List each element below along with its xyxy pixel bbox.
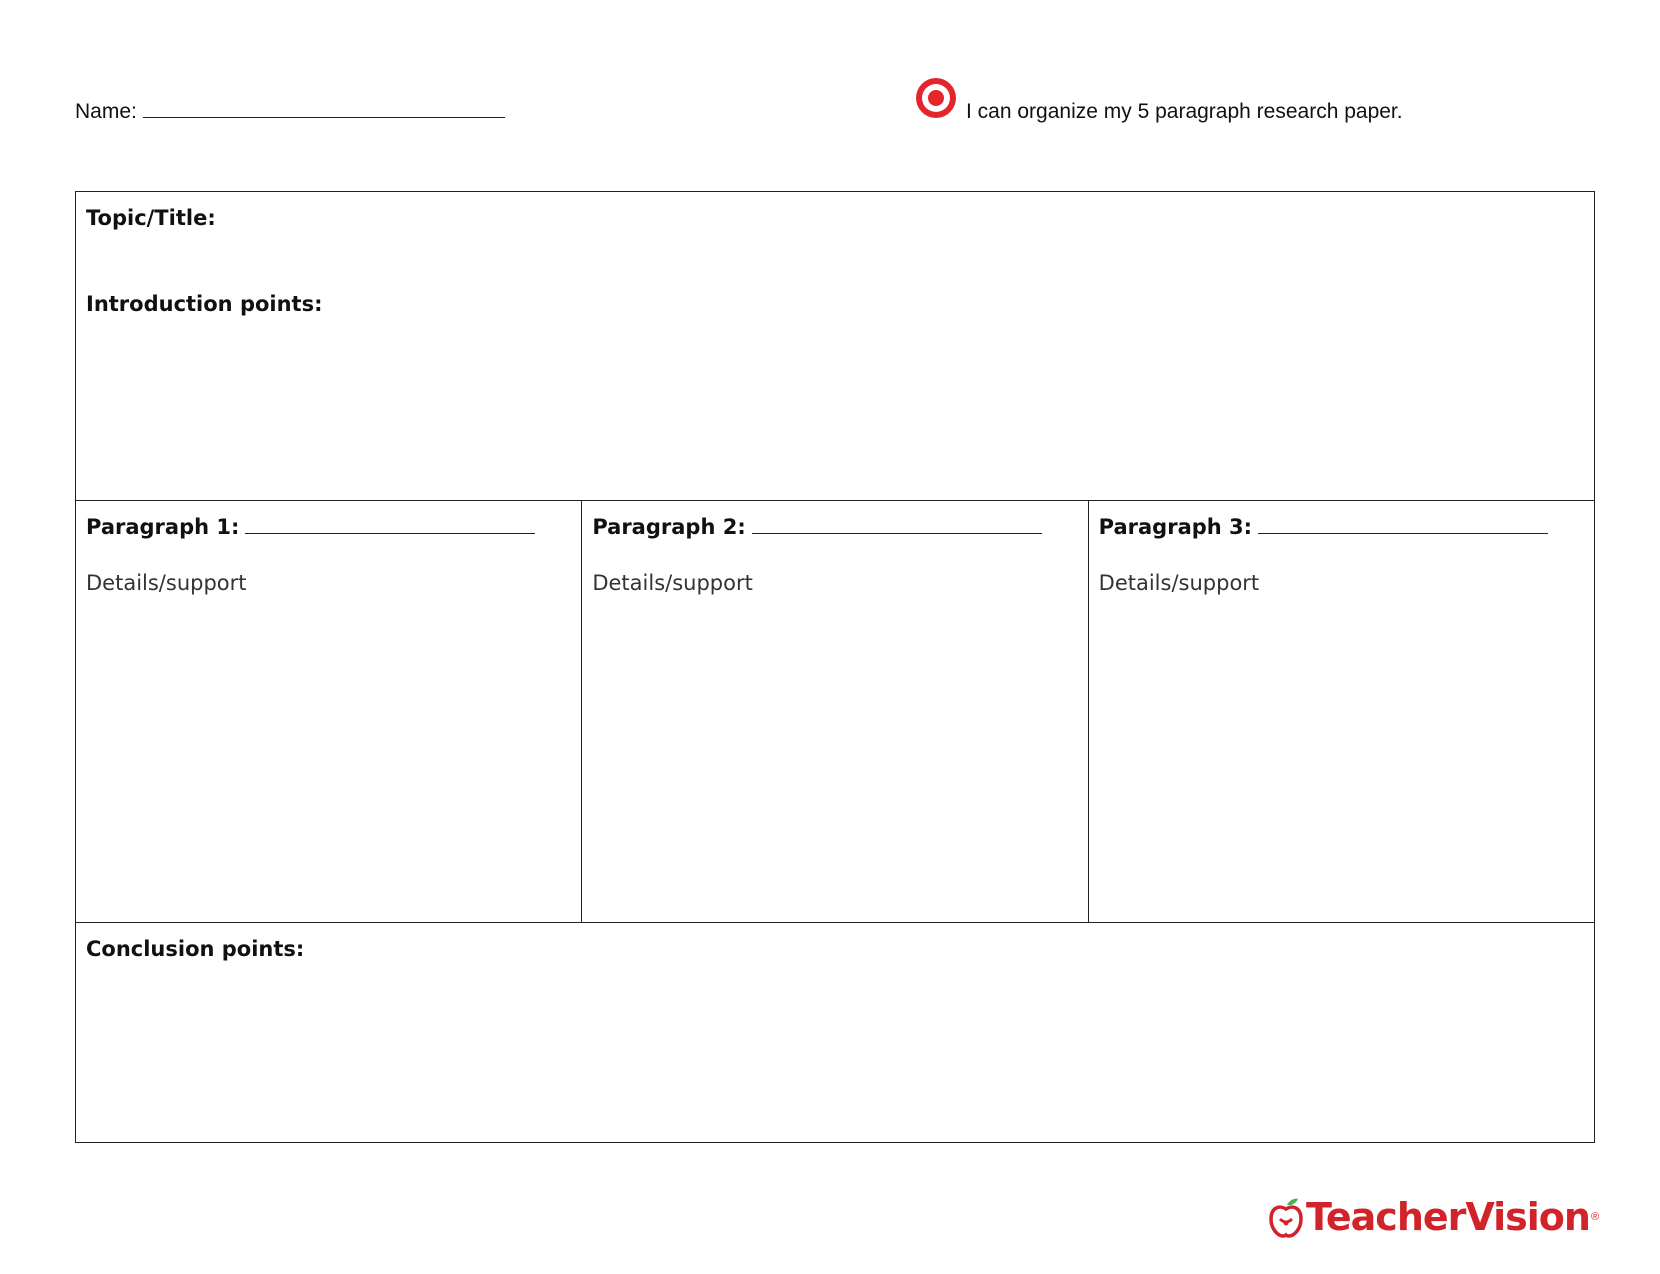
goal-text: I can organize my 5 paragraph research paper.: [966, 100, 1403, 123]
apple-icon: [1268, 1195, 1304, 1239]
paragraph-2-box[interactable]: [581, 501, 1087, 922]
conclusion-points-label: Conclusion points:: [86, 937, 305, 961]
paragraph-2-title: [592, 515, 1041, 539]
paragraph-3-label: Paragraph 3:: [1098, 515, 1253, 539]
paragraph-3-details-label: Details/support: [1098, 571, 1260, 595]
intro-section[interactable]: [76, 192, 1594, 501]
target-icon: [914, 76, 958, 120]
paragraph-3-box[interactable]: [1088, 501, 1594, 922]
organizer-sheet: [75, 191, 1595, 1143]
paragraph-3-title: [1099, 515, 1548, 539]
paragraph-2-label: Paragraph 2:: [592, 515, 746, 539]
introduction-points-label: Introduction points:: [86, 292, 323, 316]
body-paragraphs-row: [76, 501, 1594, 923]
paragraph-1-title: [86, 515, 535, 539]
brand-name: TeacherVision: [1306, 1195, 1590, 1239]
registered-mark: ®: [1590, 1211, 1600, 1223]
paragraph-1-label: Paragraph 1:: [86, 515, 240, 539]
paragraph-1-details-label: Details/support: [86, 571, 247, 595]
paragraph-2-details-label: Details/support: [592, 571, 753, 595]
teachervision-logo: [1268, 1195, 1599, 1239]
paragraph-2-blank[interactable]: [752, 515, 1042, 534]
conclusion-section[interactable]: [76, 923, 1594, 1143]
paragraph-1-blank[interactable]: [245, 515, 535, 534]
name-field: [75, 97, 505, 124]
name-label: Name:: [75, 100, 137, 123]
learning-goal: [914, 76, 1403, 124]
paragraph-3-blank[interactable]: [1258, 515, 1548, 534]
paragraph-1-box[interactable]: [76, 501, 581, 922]
topic-title-label: Topic/Title:: [86, 206, 216, 230]
name-input-line[interactable]: [143, 97, 505, 118]
